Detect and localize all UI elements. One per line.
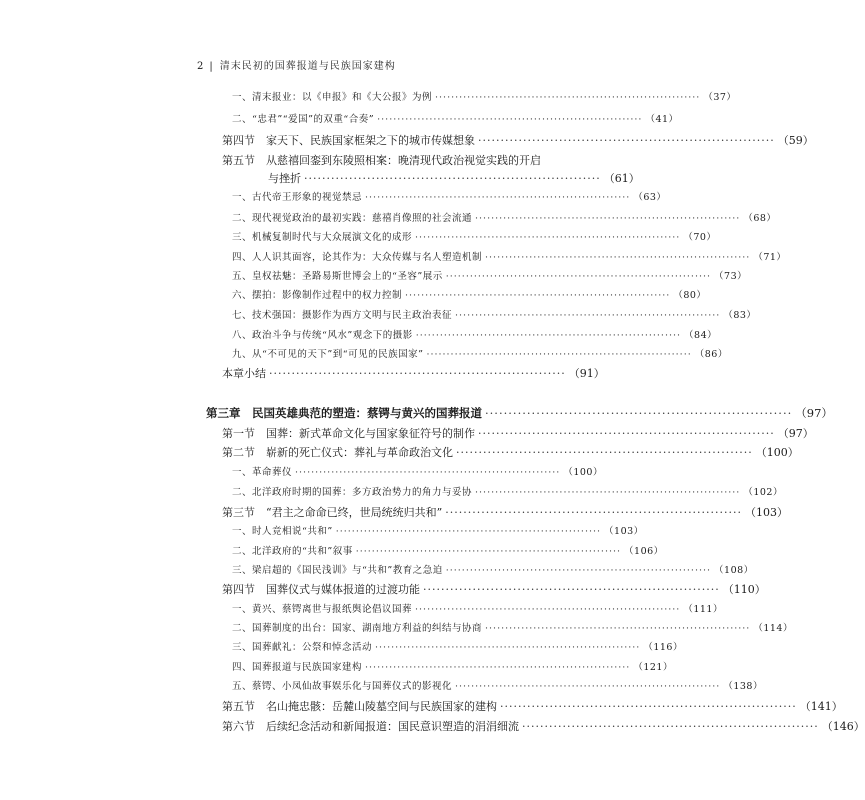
toc-entry: 二、北洋政府的“共和”叙事 ·································································· （106）	[232, 546, 664, 557]
toc-entry: 一、清末报业：以《申报》和《大公报》为例 ·································································· （37）	[232, 92, 737, 103]
toc-entry: 第五节 名山掩忠骸：岳麓山陵墓空间与民族国家的建构 ·································································· （141）	[222, 700, 843, 713]
toc-entry: 第三节 “君主之命命已终，世局统统归共和” ·································································· （103）	[222, 506, 789, 519]
divider: |	[209, 61, 214, 72]
toc-entry: 四、人人识其面容，论其作为：大众传媒与名人塑造机制 ·································································· （71）	[232, 252, 787, 263]
toc-entry: 一、古代帝王形象的视觉禁忌 ·································································· （63）	[232, 192, 667, 203]
toc-entry: 六、摆拍：影像制作过程中的权力控制 ·································································· （80）	[232, 290, 707, 301]
toc-entry: 三、机械复制时代与大众展演文化的成形 ·································································· （70）	[232, 232, 717, 243]
toc-entry: 五、蔡锷、小凤仙故事娱乐化与国葬仪式的影视化 ·································································· （138）	[232, 681, 763, 692]
toc-entry: 第一节 国葬：新式革命文化与国家象征符号的制作 ·································································· （97）	[222, 427, 814, 440]
toc-entry: 一、黄兴、蔡锷离世与报纸舆论倡议国葬 ·································································· （111）	[232, 604, 723, 615]
toc-entry: 本章小结 ·································································· （91）	[222, 367, 605, 380]
toc-entry: 第二节 崭新的死亡仪式：葬礼与革命政治文化 ·································································· （100）	[222, 446, 799, 459]
toc-entry: 二、北洋政府时期的国葬：多方政治势力的角力与妥协 ·································································· （102）	[232, 487, 783, 498]
toc-chapter: 第三章 民国英雄典范的塑造：蔡锷与黄兴的国葬报道 ·································································· （97）	[206, 406, 833, 420]
toc-entry: 一、革命葬仪 ·································································· （100）	[232, 467, 603, 478]
toc-entry: 第四节 国葬仪式与媒体报道的过渡功能 ·································································· （110）	[222, 583, 766, 596]
toc-entry: 与挫折 ·································································· （61）	[268, 172, 640, 185]
toc-entry: 九、从“不可见的天下”到“可见的民族国家” ·································································· （86）	[232, 349, 728, 360]
toc-entry: 三、梁启超的《国民浅训》与“共和”教育之急迫 ·································································· （108）	[232, 565, 754, 576]
toc-entry: 一、时人竞相说“共和” ·································································· （103）	[232, 526, 644, 537]
toc-entry: 第五节 从慈禧回銮到东陵照相案：晚清现代政治视觉实践的开启	[222, 154, 541, 167]
toc-entry: 三、国葬献礼：公祭和悼念活动 ·································································· （116）	[232, 642, 683, 653]
page-number: 2	[197, 61, 205, 72]
toc-entry: 二、现代视觉政治的最初实践：慈禧肖像照的社会流通 ·································································· （68）	[232, 213, 777, 224]
running-head	[197, 57, 396, 72]
toc-entry: 五、皇权祛魅：圣路易斯世博会上的“圣容”展示 ·································································· （73）	[232, 271, 748, 282]
toc-entry: 四、国葬报道与民族国家建构 ·································································· （121）	[232, 662, 673, 673]
toc-entry: 八、政治斗争与传统“风水”观念下的摄影 ·································································· （84）	[232, 330, 718, 341]
toc-entry: 二、国葬制度的出台：国家、湖南地方利益的纠结与协商 ·································································· （114）	[232, 623, 793, 634]
book-title: 清末民初的国葬报道与民族国家建构	[219, 61, 396, 72]
toc-entry: 第四节 家天下、民族国家框架之下的城市传媒想象 ·································································· （59）	[222, 134, 814, 147]
toc-entry: 七、技术强国：摄影作为西方文明与民主政治表征 ·································································· （83）	[232, 310, 757, 321]
toc-entry: 第六节 后续纪念活动和新闻报道：国民意识塑造的涓涓细流 ·································································· （146）	[222, 720, 865, 733]
toc-entry: 二、“忠君”“爱国”的双重“合奏” ·································································· （41）	[232, 114, 679, 125]
